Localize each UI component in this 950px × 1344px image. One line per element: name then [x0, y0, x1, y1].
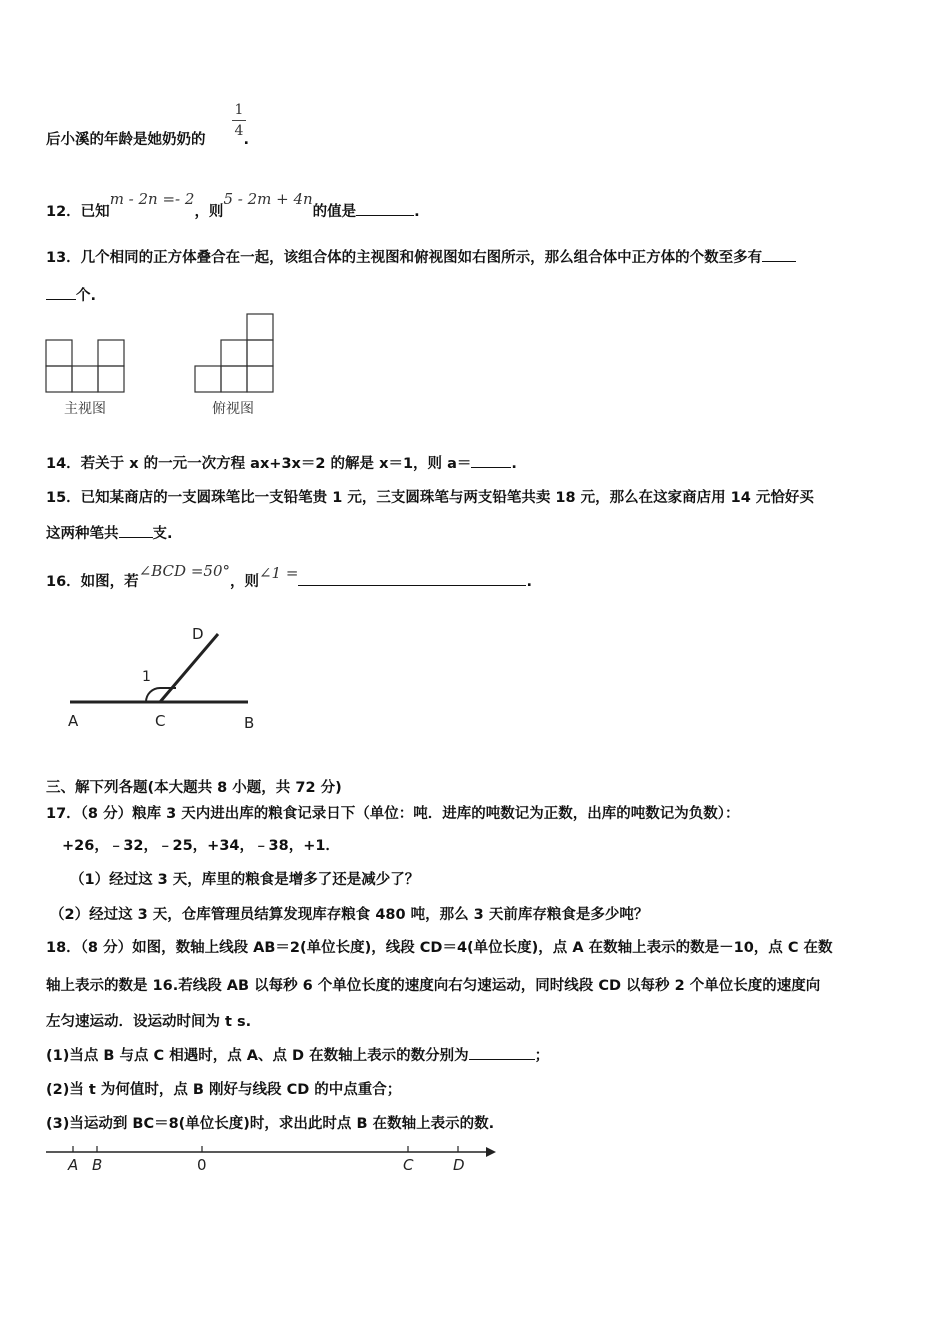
q16-ask: ∠1 =: [258, 564, 299, 582]
label-c: C: [155, 712, 166, 730]
answer-blank: [46, 285, 76, 300]
q12-expression: 5 - 2m + 4n: [223, 190, 313, 208]
label-d: D: [453, 1156, 465, 1174]
q18-number-line: [40, 1140, 510, 1180]
label-1: 1: [142, 669, 151, 685]
q18-sub3: (3)当运动到 BC＝8(单位长度)时，求出此时点 B 在数轴上表示的数.: [46, 1116, 495, 1132]
label-origin: 0: [197, 1156, 207, 1174]
front-view-label: 主视图: [64, 401, 106, 417]
q16-angle-figure: [60, 620, 270, 735]
question-15: 15．已知某商店的一支圆珠笔比一支铅笔贵 1 元，三支圆珠笔与两支铅笔共卖 18 元，那么在这家商店用 14 元恰好买: [46, 490, 814, 506]
label-d: D: [192, 625, 204, 643]
answer-blank: [762, 247, 796, 262]
question-17: 17．（8 分）粮库 3 天内进出库的粮食记录日下（单位：吨．进库的吨数记为正数，出库的吨数记为负数）：: [46, 806, 740, 822]
label-b: B: [92, 1156, 103, 1174]
label-a: A: [68, 1156, 79, 1174]
fraction-denominator: 4: [234, 123, 244, 139]
q18-sub1: (1)当点 B 与点 C 相遇时，点 A、点 D 在数轴上表示的数分别为 ；: [46, 1044, 549, 1065]
q13-views-figure: [40, 310, 290, 425]
fraction-numerator: 1: [234, 102, 244, 118]
question-14: 14．若关于 x 的一元一次方程 ax+3x＝2 的解是 x＝1，则 a＝ .: [46, 452, 517, 473]
answer-blank: [471, 453, 511, 468]
q17-sub1: （1）经过这 3 天，库里的粮食是增多了还是减少了？: [70, 872, 420, 888]
question-13-line2: 个.: [46, 284, 96, 305]
line-top: 后小溪的年龄是她奶奶的 .: [46, 132, 250, 148]
ray-cd: [160, 634, 218, 702]
q17-data: +26，﹣32，﹣25，+34，﹣38，+1．: [62, 838, 340, 854]
answer-blank: [469, 1045, 535, 1060]
q17-sub2: （2）经过这 3 天，仓库管理员结算发现库存粮食 480 吨，那么 3 天前库存粮食是多少吨？: [50, 907, 649, 923]
section-3-title: 三、解下列各题(本大题共 8 小题，共 72 分): [46, 780, 342, 796]
question-15-line2: 这两种笔共 支.: [46, 522, 173, 543]
top-view: [195, 314, 273, 392]
question-16: 16．如图，若∠BCD =50°，则∠1 = .: [46, 562, 532, 590]
question-18: 18．（8 分）如图，数轴上线段 AB＝2(单位长度)，线段 CD＝4(单位长度)，点 A 在数轴上表示的数是－10，点 C 在数: [46, 940, 833, 956]
top-view-label: 俯视图: [212, 401, 254, 417]
answer-blank: [298, 571, 526, 586]
fraction-one-quarter: [232, 102, 246, 139]
label-b: B: [244, 714, 255, 732]
question-13: 13．几个相同的正方体叠合在一起，该组合体的主视图和俯视图如右图所示，那么组合体中正方体的个数至多有: [46, 246, 796, 267]
label-c: C: [403, 1156, 414, 1174]
axis-arrow: [486, 1147, 496, 1157]
q18-sub2: (2)当 t 为何值时，点 B 刚好与线段 CD 的中点重合；: [46, 1082, 402, 1098]
front-view: [46, 340, 124, 392]
question-18-line2: 轴上表示的数是 16.若线段 AB 以每秒 6 个单位长度的速度向右匀速运动，同时线段 CD 以每秒 2 个单位长度的速度向: [46, 978, 821, 994]
label-a: A: [68, 712, 79, 730]
answer-blank: [119, 523, 153, 538]
q12-condition: m - 2n =- 2: [109, 190, 195, 208]
answer-blank: [356, 201, 414, 216]
q16-condition: ∠BCD =50°: [138, 562, 230, 580]
question-18-line3: 左匀速运动．设运动时间为 t s.: [46, 1014, 252, 1030]
question-12: 12．已知m - 2n =- 2，则5 - 2m + 4n的值是 .: [46, 190, 420, 220]
